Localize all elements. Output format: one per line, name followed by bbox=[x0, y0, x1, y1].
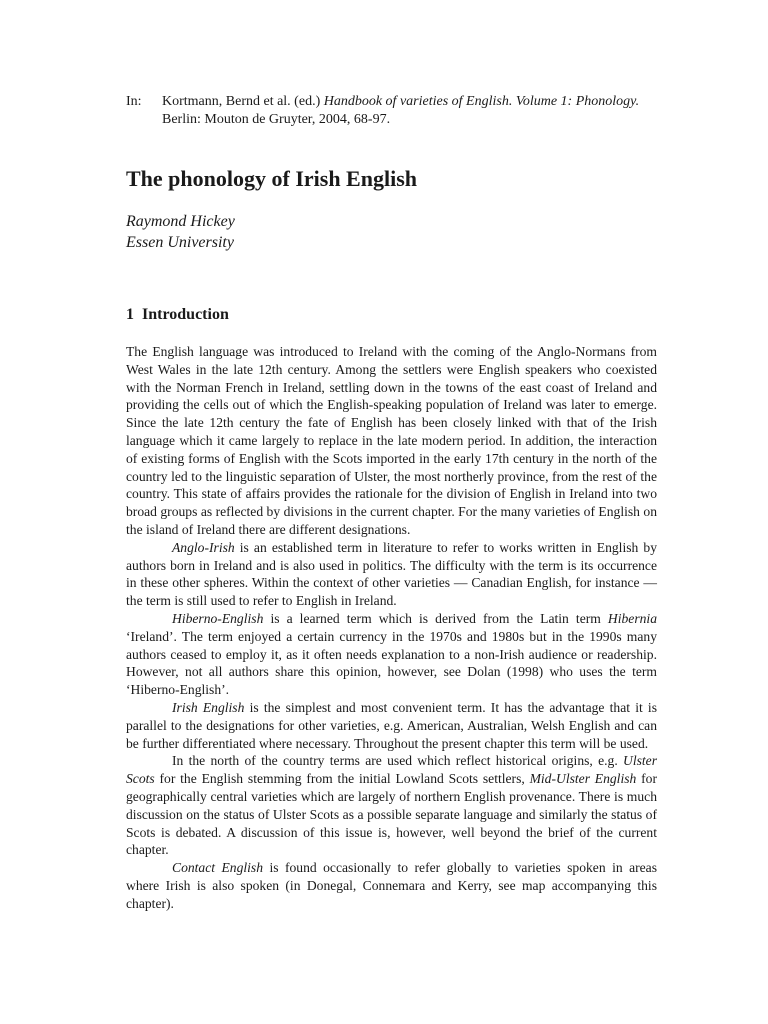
paragraph-6 bbox=[126, 859, 657, 912]
paragraph-5 bbox=[126, 752, 657, 859]
section-heading bbox=[126, 305, 229, 325]
paragraph-6-text: is found occasionally to refer globally to varieties spoken in areas where Irish is also spoken (in Donegal, Connemara and Kerry, see map accompanying this chapter). bbox=[126, 860, 658, 911]
paragraph-5-text-c: for geographically central varieties which are largely of northern English provenance. There is much discussion on the status of Ulster Scots as a possible separate language and similarly the status of Scots is debated. A discussion of this issue is, however, well beyond the brief of the current chapter. bbox=[126, 771, 657, 858]
paragraph-3-text-a: is a learned term which is derived from the Latin term bbox=[263, 610, 608, 626]
term-mid-ulster-english: Mid-Ulster English bbox=[529, 771, 637, 787]
section-title: Introduction bbox=[142, 306, 229, 323]
paragraph-2-text: is an established term in literature to refer to works written in English by authors born in Ireland and is also used in politics. The difficulty with the term is its occurrence in these other spheres. Within the context of other varieties — Canadian English, for instance — the term is still used to refer to English in Ireland. bbox=[126, 539, 657, 609]
citation-label: In: bbox=[126, 94, 142, 109]
term-contact-english: Contact English bbox=[172, 860, 264, 876]
paragraph-3-text-b: ‘Ireland’. The term enjoyed a certain currency in the 1970s and 1980s but in the 1990s many authors ceased to employ it, as it often needs explanation to a non-Irish audience or readership. However, not all authors share this opinion, however, see Dolan (1998) who uses the term ‘Hiberno-English’. bbox=[126, 628, 657, 698]
term-irish-english: Irish English bbox=[172, 699, 245, 715]
author-block bbox=[126, 211, 235, 253]
author-name: Raymond Hickey bbox=[126, 213, 235, 230]
paragraph-1: The English language was introduced to Ireland with the coming of the Anglo-Normans from West Wales in the late 12th century. Among the settlers were English speakers who coexisted with the Norman French in Ireland, settling down in the towns of the east coast of Ireland and providing the cells out of which the English-speaking population of Ireland was later to emerge. Since the late 12th century the fate of English has been closely linked with that of the Irish language which it came largely to replace in the late modern period. In addition, the interaction of existing forms of English with the Scots imported in the early 17th century in the north of the country led to the linguistic separation of Ulster, the most northerly province, from the rest of the country. This state of affairs provides the rationale for the division of English in Ireland into two broad groups as reflected by divisions in the current chapter. For the many varieties of English on the island of Ireland there are different designations. bbox=[126, 344, 657, 537]
term-hibernia: Hibernia bbox=[607, 610, 657, 626]
paragraph-5-text-b: for the English stemming from the initial Lowland Scots settlers, bbox=[154, 771, 530, 787]
term-ulster-scots: Ulster Scots bbox=[126, 753, 657, 787]
paper-title: The phonology of Irish English bbox=[126, 166, 417, 191]
paragraph-4 bbox=[126, 699, 657, 752]
section-number: 1 bbox=[126, 306, 134, 323]
citation-publisher: Berlin: Mouton de Gruyter, 2004, 68-97. bbox=[162, 112, 391, 127]
paragraph-2 bbox=[126, 539, 657, 610]
citation-editors: Kortmann, Bernd et al. (ed.) bbox=[162, 94, 324, 109]
citation-book-title: Handbook of varieties of English. Volume 1: Phonology. bbox=[323, 94, 640, 109]
author-affiliation: Essen University bbox=[126, 234, 234, 251]
paragraph-3 bbox=[126, 610, 657, 699]
paragraph-5-text-a: In the north of the country terms are used which reflect historical origins, e.g. bbox=[172, 753, 624, 769]
term-anglo-irish: Anglo-Irish bbox=[172, 539, 235, 555]
paragraph-4-text: is the simplest and most convenient term. It has the advantage that it is parallel to the designations for other varieties, e.g. American, Australian, Welsh English and can be further differentiated where necessary. Throughout the present chapter this term will be used. bbox=[126, 699, 657, 751]
body-text bbox=[126, 343, 657, 913]
citation-text bbox=[162, 93, 646, 129]
citation-block bbox=[126, 93, 646, 129]
term-hiberno-english: Hiberno-English bbox=[172, 610, 264, 626]
